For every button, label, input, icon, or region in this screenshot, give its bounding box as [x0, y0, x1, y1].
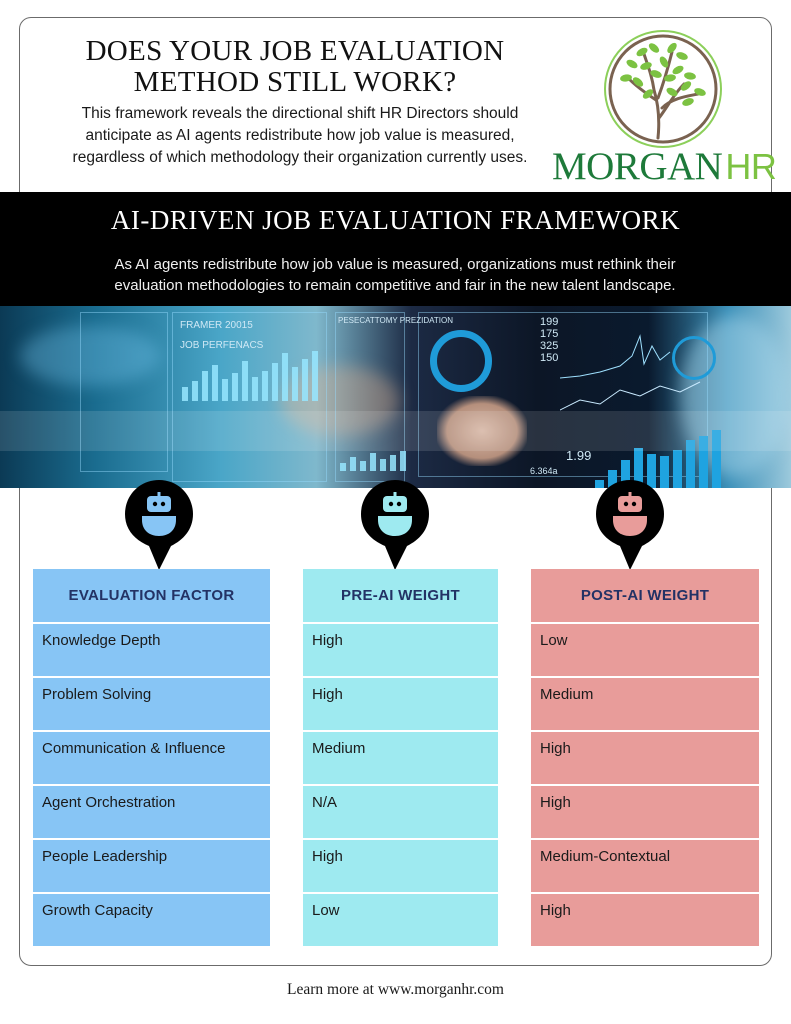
table-cell-pre-ai: Low [303, 894, 498, 946]
robot-pin-icon-factor [123, 478, 195, 570]
holo-label: JOB PERFENACS [180, 340, 264, 351]
table-cell-post-ai: Low [531, 624, 759, 676]
intro-line-1: This framework reveals the directional shift HR Directors should [81, 105, 519, 122]
banner-title: AI-DRIVEN JOB EVALUATION FRAMEWORK [110, 205, 681, 235]
banner-subtitle [60, 254, 730, 296]
morgan-hr-logo [552, 26, 777, 188]
holo-bar-chart [182, 346, 318, 401]
page-title [40, 36, 550, 98]
table-cell-factor: Communication & Influence [33, 732, 270, 784]
logo-word-hr: HR [725, 146, 777, 187]
banner-subtitle-line-2: evaluation methodologies to remain competitive and fair in the new talent landscape. [114, 277, 676, 294]
footer-website-link[interactable]: Learn more at www.morganhr.com [287, 981, 504, 998]
table-cell-factor: Problem Solving [33, 678, 270, 730]
holo-number: 1.99 [566, 448, 592, 463]
intro-line-2: anticipate as AI agents redistribute how job value is measured, [85, 127, 515, 144]
table-cell-factor: People Leadership [33, 840, 270, 892]
robot-pin-icon-pre-ai [359, 478, 431, 570]
robot-pin-icon-post-ai [594, 478, 666, 570]
column-post-ai-weight [531, 569, 759, 946]
photo-band-overlay [0, 411, 791, 451]
holo-number: 150 [540, 352, 559, 364]
column-header-post-ai-weight: POST-AI WEIGHT [531, 569, 759, 622]
table-cell-post-ai: High [531, 732, 759, 784]
framework-banner [0, 192, 791, 306]
logo-wordmark [552, 145, 777, 188]
table-cell-post-ai: Medium-Contextual [531, 840, 759, 892]
page-title-line-1: DOES YOUR JOB EVALUATION [85, 35, 505, 67]
tree-in-circle-icon [602, 28, 724, 150]
page-title-line-2: METHOD STILL WORK? [133, 66, 457, 98]
table-cell-pre-ai: N/A [303, 786, 498, 838]
column-evaluation-factor [33, 569, 270, 946]
holo-number: 325 [540, 340, 559, 352]
holo-line-chart [560, 316, 710, 416]
table-cell-factor: Knowledge Depth [33, 624, 270, 676]
holo-label: PESECATTOMY PREZIDATION [338, 316, 453, 325]
table-cell-pre-ai: High [303, 678, 498, 730]
column-pre-ai-weight [303, 569, 498, 946]
banner-subtitle-line-1: As AI agents redistribute how job value is measured, organizations must rethink their [114, 256, 676, 273]
table-cell-factor: Agent Orchestration [33, 786, 270, 838]
holo-number: 175 [540, 328, 559, 340]
column-header-evaluation-factor: EVALUATION FACTOR [33, 569, 270, 622]
table-cell-pre-ai: High [303, 840, 498, 892]
column-header-pre-ai-weight: PRE-AI WEIGHT [303, 569, 498, 622]
table-cell-factor: Growth Capacity [33, 894, 270, 946]
hero-photo-ai-dashboard [0, 306, 791, 488]
holo-number: 199 [540, 316, 559, 328]
holo-donut-chart [430, 330, 492, 392]
table-cell-pre-ai: Medium [303, 732, 498, 784]
intro-line-3: regardless of which methodology their organization currently uses. [72, 149, 528, 166]
table-cell-pre-ai: High [303, 624, 498, 676]
table-cell-post-ai: High [531, 894, 759, 946]
table-cell-post-ai: Medium [531, 678, 759, 730]
intro-paragraph [40, 103, 560, 169]
logo-word-morgan: MORGAN [552, 145, 723, 188]
holo-label: FRAMER 20015 [180, 320, 253, 331]
table-cell-post-ai: High [531, 786, 759, 838]
holo-number: 6.364a [530, 466, 558, 476]
